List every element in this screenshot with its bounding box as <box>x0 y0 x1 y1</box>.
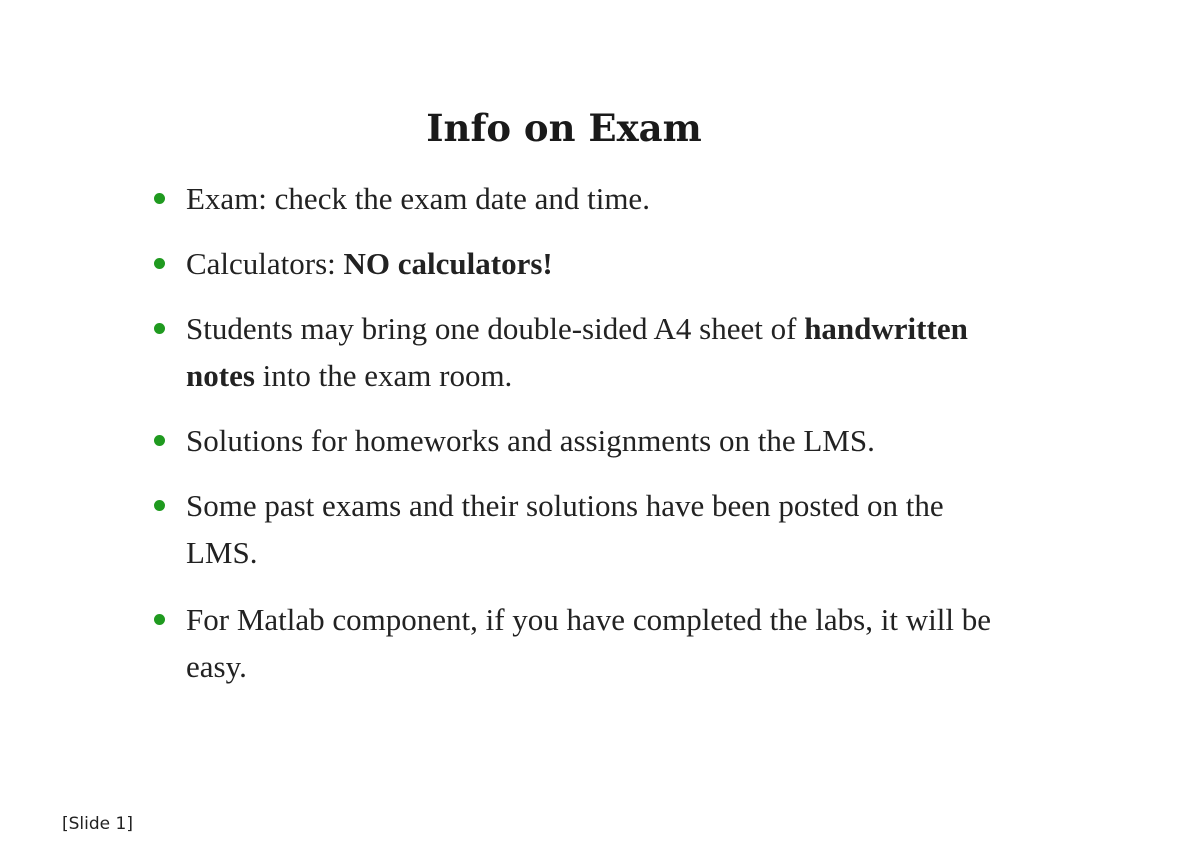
slide-number: [Slide 1] <box>62 814 133 834</box>
bullet-icon <box>154 193 165 204</box>
bullet-emphasis: NO calculators! <box>343 246 553 281</box>
bullet-item-matlab <box>186 596 1016 690</box>
bullet-icon <box>154 435 165 446</box>
bullet-text: Solutions for homeworks and assignments on the LMS. <box>186 423 875 458</box>
bullet-icon <box>154 323 165 334</box>
bullet-icon <box>154 500 165 511</box>
bullet-text: Some past exams and their solutions have been posted on the LMS. <box>186 488 944 570</box>
bullet-item-calculators <box>186 240 1016 287</box>
slide-title: Info on Exam <box>426 106 702 150</box>
bullet-item-notes <box>186 305 1016 399</box>
bullet-text: Exam: check the exam date and time. <box>186 181 650 216</box>
bullet-text-suffix: into the exam room. <box>254 358 513 393</box>
bullet-text: Calculators: <box>186 246 344 281</box>
bullet-text: For Matlab component, if you have completed the labs, it will be easy. <box>186 602 991 684</box>
bullet-emphasis: handwritten notes <box>186 311 968 393</box>
bullet-item-solutions <box>186 417 1016 464</box>
bullet-icon <box>154 614 165 625</box>
bullet-text: Students may bring one double-sided A4 sheet of <box>186 311 805 346</box>
bullet-item-past-exams <box>186 482 1016 576</box>
bullet-item-exam <box>186 175 1016 222</box>
bullet-icon <box>154 258 165 269</box>
